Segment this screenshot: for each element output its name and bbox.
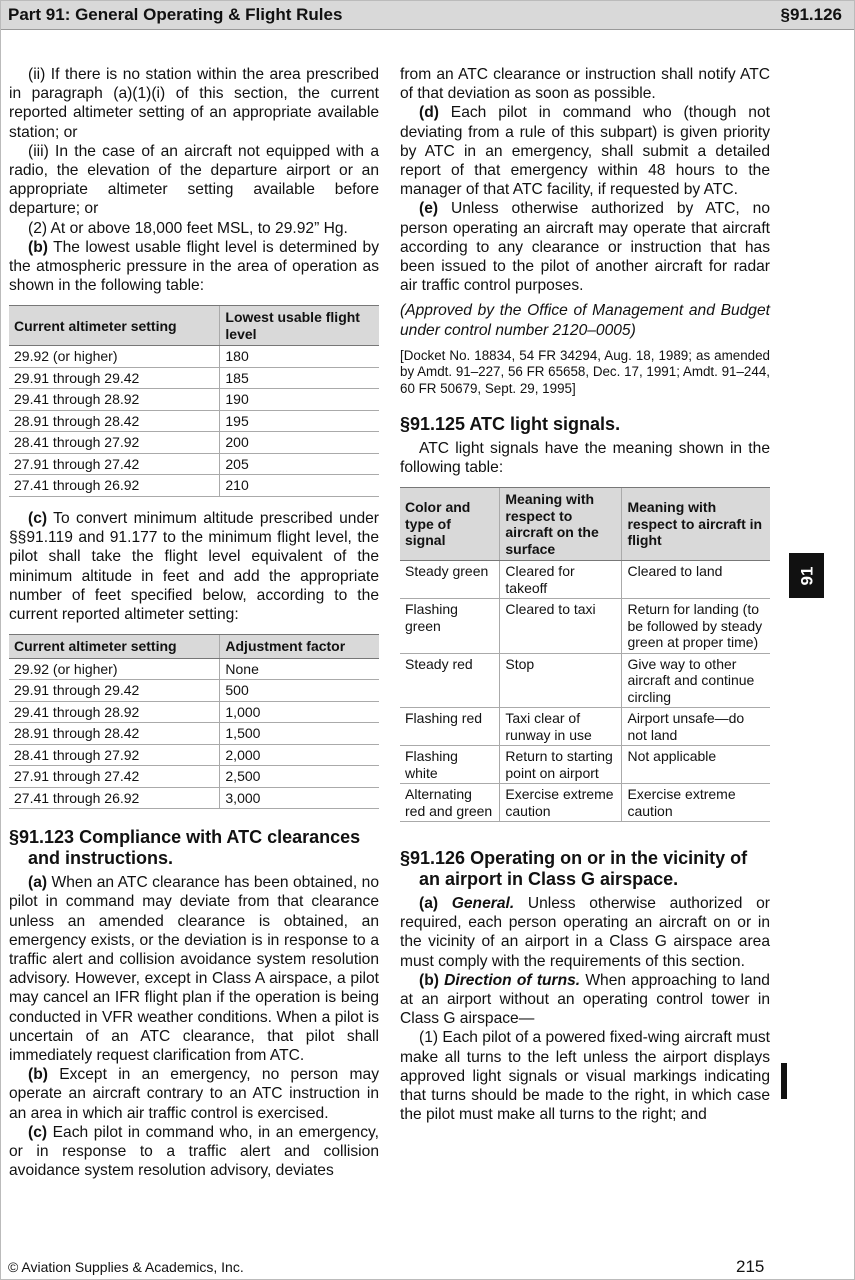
paragraph-123-e — [400, 199, 770, 295]
paragraph-label: (e) — [419, 200, 439, 218]
change-bar — [781, 1063, 787, 1099]
table-row — [400, 561, 770, 599]
table-header-row — [9, 635, 379, 659]
paragraph-text: When approaching to land at an airport without an operating control tower in Class G airspace— — [400, 971, 770, 1028]
table-row — [9, 432, 379, 454]
header-section-number: §91.126 — [780, 5, 842, 24]
paragraph-label: (d) — [419, 104, 439, 122]
page-number: 215 — [736, 1257, 765, 1276]
table-cell: 29.91 through 29.42 — [9, 680, 220, 702]
table-cell: Give way to other aircraft and continue circling — [622, 653, 770, 708]
table-row — [9, 410, 379, 432]
table-cell: 205 — [220, 453, 379, 475]
table-row — [400, 746, 770, 784]
thumb-tab-label: 91 — [797, 566, 817, 586]
table-cell: 27.41 through 26.92 — [9, 787, 220, 809]
table-cell: Stop — [500, 653, 622, 708]
table-row — [9, 346, 379, 368]
table-header: Adjustment factor — [220, 635, 379, 659]
table-header: Color and type of signal — [400, 488, 500, 561]
table-row — [9, 389, 379, 411]
table-cell: Airport unsafe—do not land — [622, 708, 770, 746]
table-header: Meaning with respect to aircraft in flight — [622, 488, 770, 561]
paragraph-text: Except in an emergency, no person may operate an aircraft contrary to an ATC instruction in an area in which air traffic control is exercised. — [9, 1066, 379, 1122]
table-row — [9, 453, 379, 475]
paragraph-123-b — [9, 1065, 379, 1123]
table-cell: 200 — [220, 432, 379, 454]
paragraph-text: The lowest usable flight level is determined by the atmospheric pressure in the area of operation as shown in the following table: — [9, 238, 379, 295]
paragraph-label: (c) — [28, 1123, 48, 1141]
table-cell: 2,500 — [220, 766, 379, 788]
paragraph-label: (a) — [28, 874, 48, 892]
table-cell: Cleared to taxi — [500, 599, 622, 654]
paragraph-text: Unless otherwise authorized by ATC, no person operating an aircraft may operate that aircraft according to any clearance or instruction that has been issued to the pilot of another aircraft for radar air traffic control purposes. — [400, 200, 770, 295]
paragraph-123-d — [400, 103, 770, 199]
chapter-thumb-tab — [789, 553, 824, 598]
paragraph-heading: General. — [451, 895, 515, 913]
paragraph-b — [9, 238, 379, 296]
paragraph-a-1-ii: (ii) If there is no station within the area prescribed in paragraph (a)(1)(i) of this section, the current reported altimeter setting of an appropriate available station; or — [9, 66, 379, 141]
table-cell: 210 — [220, 475, 379, 497]
table-cell: Exercise extreme caution — [500, 784, 622, 822]
table-cell: Return to starting point on airport — [500, 746, 622, 784]
paragraph-label: (c) — [28, 509, 48, 527]
table-cell: 29.41 through 28.92 — [9, 389, 220, 411]
paragraph-126-b — [400, 971, 770, 1029]
section-91-125-heading: §91.125 ATC light signals. — [400, 413, 621, 434]
table-row — [9, 367, 379, 389]
table-cell: 1,500 — [220, 723, 379, 745]
table-row — [9, 475, 379, 497]
paragraph-label: (b) — [28, 238, 48, 256]
paragraph-label: (b) — [28, 1066, 48, 1084]
table-cell: 29.41 through 28.92 — [9, 701, 220, 723]
table-row — [9, 658, 379, 680]
table-row — [400, 784, 770, 822]
table-cell: 195 — [220, 410, 379, 432]
table-cell: Taxi clear of runway in use — [500, 708, 622, 746]
table-cell: Flashing green — [400, 599, 500, 654]
table-cell: 3,000 — [220, 787, 379, 809]
paragraph-123-c-continued: from an ATC clearance or instruction shall notify ATC of that deviation as soon as possible. — [400, 66, 770, 103]
table-cell: 190 — [220, 389, 379, 411]
paragraph-126-b-1: (1) Each pilot of a powered fixed-wing aircraft must make all turns to the left unless the airport displays approved light signals or visual markings indicating that turns should be made to the right, in which case the pilot must make all turns to the right; and — [400, 1029, 771, 1124]
table-cell: Flashing red — [400, 708, 500, 746]
table-cell: 27.91 through 27.42 — [9, 453, 220, 475]
table-row — [9, 744, 379, 766]
paragraph-123-a — [9, 873, 379, 1065]
paragraph-text: Each pilot in command who (though not deviating from a rule of this subpart) is given priority by ATC in an emergency, shall submit a detailed report of that emergency within 48 hours to the manager of that ATC facility, if requested by ATC. — [400, 104, 770, 199]
table-row — [9, 701, 379, 723]
table-row — [9, 766, 379, 788]
table-row — [400, 708, 770, 746]
paragraph-a-2: (2) At or above 18,000 feet MSL, to 29.92” Hg. — [28, 219, 348, 237]
flight-level-table — [9, 305, 379, 497]
running-header — [1, 1, 854, 30]
table-row — [9, 787, 379, 809]
paragraph-label: (b) — [419, 971, 439, 989]
paragraph-126-a — [400, 894, 770, 971]
table-row — [400, 599, 770, 654]
table-header: Current altimeter setting — [9, 635, 220, 659]
table-cell: 27.41 through 26.92 — [9, 475, 220, 497]
table-row — [400, 653, 770, 708]
table-cell: Exercise extreme caution — [622, 784, 770, 822]
paragraph-label: (a) — [419, 895, 439, 913]
table-header-row — [400, 488, 770, 561]
adjustment-factor-table — [9, 634, 379, 809]
header-part-title: Part 91: General Operating & Flight Rules — [8, 5, 343, 24]
table-cell: 27.91 through 27.42 — [9, 766, 220, 788]
table-cell: 29.91 through 29.42 — [9, 367, 220, 389]
table-cell: None — [220, 658, 379, 680]
table-cell: Steady red — [400, 653, 500, 708]
table-cell: Cleared for takeoff — [500, 561, 622, 599]
table-header: Meaning with respect to aircraft on the surface — [500, 488, 622, 561]
paragraph-text: Unless otherwise authorized or required, each person operating an aircraft on or in the vicinity of an airport in a Class G airspace area must comply with the requirements of this section. — [400, 895, 770, 970]
table-header-row — [9, 306, 379, 346]
table-cell: 28.41 through 27.92 — [9, 744, 220, 766]
table-cell: 1,000 — [220, 701, 379, 723]
table-header: Lowest usable flight level — [220, 306, 379, 346]
table-cell: 28.91 through 28.42 — [9, 410, 220, 432]
paragraph-text: Each pilot in command who, in an emergency, or in response to a traffic alert and collision avoidance system resolution advisory, deviates — [9, 1123, 379, 1180]
table-cell: Not applicable — [622, 746, 770, 784]
paragraph-text: To convert minimum altitude prescribed under §§91.119 and 91.177 to the minimum flight level, the pilot shall take the flight level equivalent of the minimum altitude in feet and add the appropriate number of feet specified below, according to the current reported altimeter setting: — [9, 509, 379, 623]
table-cell: Return for landing (to be followed by steady green at proper time) — [622, 599, 770, 654]
omb-approval-note: (Approved by the Office of Management and Budget under control number 2120–0005) — [400, 302, 770, 339]
table-cell: 29.92 (or higher) — [9, 346, 220, 368]
table-cell: Cleared to land — [622, 561, 770, 599]
table-cell: 28.91 through 28.42 — [9, 723, 220, 745]
right-column — [400, 65, 770, 1124]
table-cell: 500 — [220, 680, 379, 702]
table-cell: 185 — [220, 367, 379, 389]
paragraph-a-1-iii: (iii) In the case of an aircraft not equipped with a radio, the elevation of the departure airport or an appropriate altimeter setting available before departure; or — [9, 142, 379, 218]
table-cell: 2,000 — [220, 744, 379, 766]
table-cell: 28.41 through 27.92 — [9, 432, 220, 454]
table-row — [9, 723, 379, 745]
docket-citation: [Docket No. 18834, 54 FR 34294, Aug. 18, 1989; as amended by Amdt. 91–227, 56 FR 65658, Dec. 17, 1991; Amdt. 91–244, 60 FR 50679, Sept. 29, 1995] — [400, 347, 770, 397]
paragraph-123-c — [9, 1123, 379, 1181]
section-91-126-heading: §91.126 Operating on or in the vicinity of an airport in Class G airspace. — [400, 848, 748, 890]
table-cell: Alternating red and green — [400, 784, 500, 822]
table-cell: 29.92 (or higher) — [9, 658, 220, 680]
paragraph-text: When an ATC clearance has been obtained, no pilot in command may deviate from that clearance unless an amended clearance is obtained, an emergency exists, or the deviation is in response to a traffic alert and collision avoidance system resolution advisory. However, except in Class A airspace, a pilot may cancel an IFR flight plan if the operation is being conducted in VFR weather conditions. When a pilot is uncertain of an ATC clearance, that pilot shall immediately request clarification from ATC. — [9, 874, 379, 1064]
table-cell: 180 — [220, 346, 379, 368]
table-cell: Steady green — [400, 561, 500, 599]
atc-light-signals-table — [400, 487, 770, 822]
table-header: Current altimeter setting — [9, 306, 220, 346]
table-cell: Flashing white — [400, 746, 500, 784]
section-91-123-heading: §91.123 Compliance with ATC clearances and instructions. — [9, 827, 361, 869]
paragraph-125-intro: ATC light signals have the meaning shown in the following table: — [400, 439, 770, 476]
paragraph-c — [9, 509, 379, 624]
paragraph-heading: Direction of turns. — [444, 971, 581, 989]
left-column — [9, 65, 379, 1180]
table-row — [9, 680, 379, 702]
footer-copyright: © Aviation Supplies & Academics, Inc. — [8, 1259, 244, 1275]
